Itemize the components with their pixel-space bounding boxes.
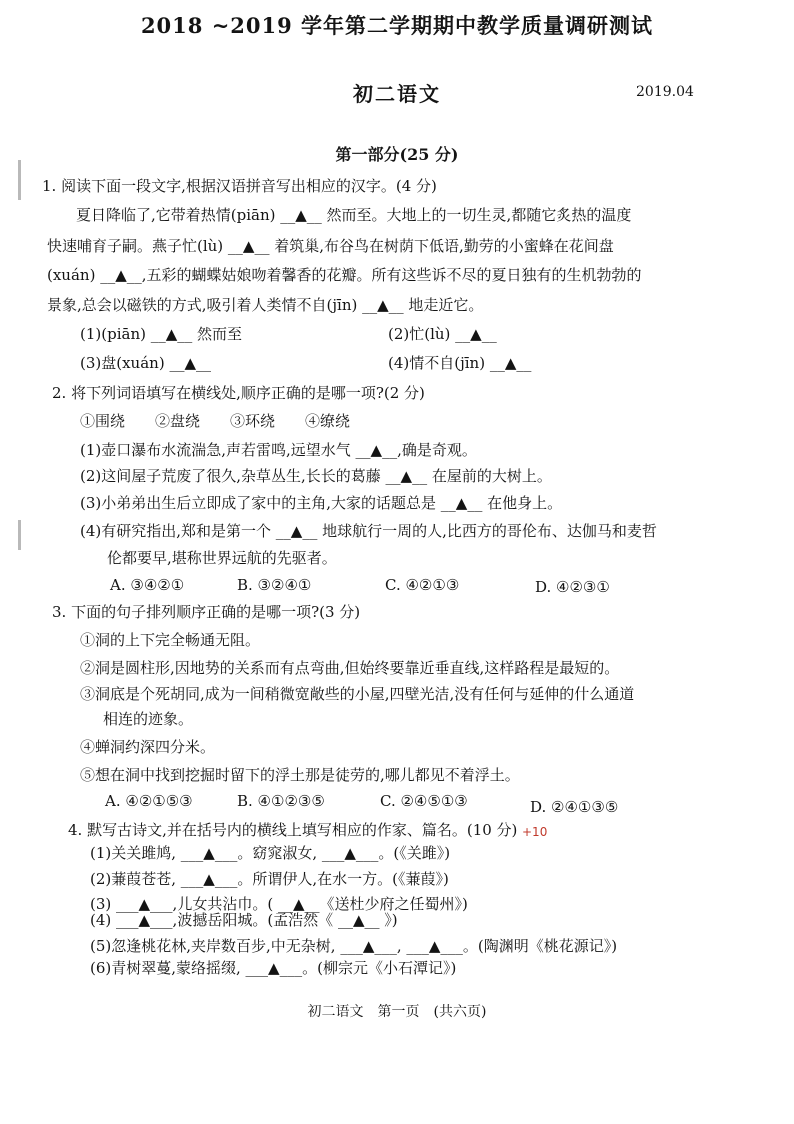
exam-date: 2019.04	[636, 84, 694, 100]
exam-title: 2018 ~2019 学年第二学期期中教学质量调研测试	[140, 13, 654, 38]
q4-item: (1)关关雎鸠, ___▲___。窈窕淑女, ___▲___。(《关雎》)	[90, 844, 451, 862]
q2-item: (1)壶口瀑布水流湍急,声若雷鸣,远望水气 __▲__,确是奇观。	[80, 441, 477, 459]
q1-stem: 1. 阅读下面一段文字,根据汉语拼音写出相应的汉字。(4 分)	[42, 177, 437, 195]
page-footer: 初二语文 第一页 (共六页)	[307, 1004, 487, 1020]
q3-sentence: ④蝉洞约深四分米。	[80, 738, 216, 756]
q4-stem: 4. 默写古诗文,并在括号内的横线上填写相应的作家、篇名。(10 分)	[68, 821, 518, 839]
q3-choice-d: D. ②④①③⑤	[530, 798, 619, 816]
q4-item: (5)忽逢桃花林,夹岸数百步,中无杂树, ___▲___, ___▲___。(陶渊明《桃花源记》)	[90, 937, 618, 955]
q3-choice-a: A. ④②①⑤③	[105, 792, 193, 810]
part-heading: 第一部分(25 分)	[335, 145, 459, 164]
q3-stem: 3. 下面的句子排列顺序正确的是哪一项?(3 分)	[52, 603, 361, 621]
q1-answer: (3)盘(xuán) __▲__	[80, 354, 211, 372]
q3-choice-b: B. ④①②③⑤	[237, 792, 325, 810]
scan-mark	[18, 520, 21, 550]
q3-choice-c: C. ②④⑤①③	[380, 792, 468, 810]
q2-item: (4)有研究指出,郑和是第一个 __▲__ 地球航行一周的人,比西方的哥伦布、达伽马和麦哲	[80, 522, 657, 540]
q2-stem: 2. 将下列词语填写在横线处,顺序正确的是哪一项?(2 分)	[52, 384, 425, 402]
q1-passage-line: (xuán) __▲__,五彩的蝴蝶姑娘吻着馨香的花瓣。所有这些诉不尽的夏日独有的生机勃勃的	[47, 266, 642, 284]
q1-passage-line: 夏日降临了,它带着热情(piān) __▲__ 然而至。大地上的一切生灵,都随它炙热的温度	[76, 206, 632, 224]
q1-answer: (2)忙(lù) __▲__	[388, 325, 497, 343]
q2-word-options: ①围绕 ②盘绕 ③环绕 ④缭绕	[80, 412, 351, 430]
q2-item: (3)小弟弟出生后立即成了家中的主角,大家的话题总是 __▲__ 在他身上。	[80, 494, 563, 512]
q3-sentence: ③洞底是个死胡同,成为一间稍微宽敞些的小屋,四壁光洁,没有任何与延伸的什么通道	[80, 685, 635, 703]
q1-passage-line: 景象,总会以磁铁的方式,吸引着人类情不自(jīn) __▲__ 地走近它。	[47, 296, 484, 314]
q4-item: (2)蒹葭苍苍, ___▲___。所谓伊人,在水一方。(《蒹葭》)	[90, 870, 449, 888]
q4-item: (4) ___▲___,波撼岳阳城。(孟浩然《 __▲__ 》)	[90, 911, 398, 929]
q2-choice-d: D. ④②③①	[535, 578, 610, 596]
q1-passage-line: 快速哺育子嗣。燕子忙(lù) __▲__ 着筑巢,布谷鸟在树荫下低语,勤劳的小蜜蜂在花间盘	[47, 237, 614, 255]
q3-sentence: ⑤想在洞中找到挖掘时留下的浮土那是徒劳的,哪儿都见不着浮土。	[80, 766, 520, 784]
q4-item: (6)青树翠蔓,蒙络摇缀, ___▲___。(柳宗元《小石潭记》)	[90, 959, 457, 977]
q4-item: (3) ___▲___,儿女共沾巾。( __▲__《送杜少府之任蜀州》)	[90, 895, 468, 913]
q2-choice-c: C. ④②①③	[385, 576, 460, 594]
scan-mark	[18, 160, 21, 200]
score-mark: +10	[522, 825, 548, 839]
q2-choice-a: A. ③④②①	[110, 576, 185, 594]
q3-sentence: 相连的迹象。	[103, 710, 194, 728]
q2-item: 伦都要早,堪称世界远航的先驱者。	[107, 549, 337, 567]
q1-answer: (1)(piān) __▲__ 然而至	[80, 325, 243, 343]
q2-item: (2)这间屋子荒废了很久,杂草丛生,长长的葛藤 __▲__ 在屋前的大树上。	[80, 467, 552, 485]
q1-answer: (4)情不自(jīn) __▲__	[388, 354, 532, 372]
q3-sentence: ①洞的上下完全畅通无阻。	[80, 631, 261, 649]
q2-choice-b: B. ③②④①	[237, 576, 312, 594]
subject-title: 初二语文	[353, 82, 441, 106]
q3-sentence: ②洞是圆柱形,因地势的关系而有点弯曲,但始终要靠近垂直线,这样路程是最短的。	[80, 659, 620, 677]
